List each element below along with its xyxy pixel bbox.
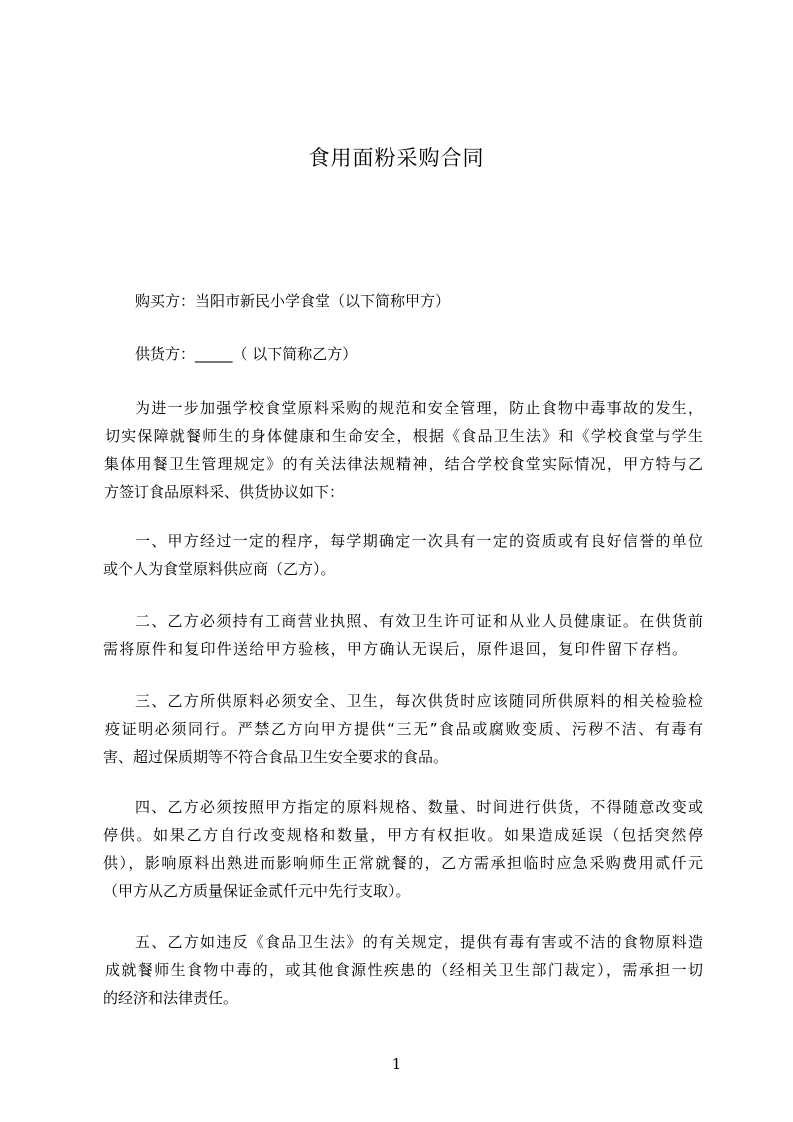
intro-line: 方签订食品原料采、供货协议如下：	[104, 483, 345, 501]
clause-line: 三、乙方所供原料必须安全、卫生，每次供货时应该随同所供原料的相关检验检	[135, 692, 703, 710]
intro-line: 切实保障就餐师生的身体健康和生命安全，根据《食品卫生法》和《学校食堂与学生	[105, 427, 703, 445]
page-number: 1	[391, 1055, 402, 1073]
clause-line: 停供。如果乙方自行改变规格和数量，甲方有权拒收。如果造成延误（包括突然停	[103, 826, 703, 844]
clause-line: 需将原件和复印件送给甲方验核，甲方确认无误后，原件退回，复印件留下存档。	[103, 640, 687, 658]
clause-line: 一、甲方经过一定的程序，每学期确定一次具有一定的资质或有良好信誉的单位	[135, 532, 703, 550]
clause-line: （甲方从乙方质量保证金贰仟元中先行支取）。	[103, 882, 411, 900]
intro-line: 集体用餐卫生管理规定》的有关法律法规精神，结合学校食堂实际情况，甲方特与乙	[104, 455, 703, 473]
clause-line: 或个人为食堂原料供应商（乙方）。	[103, 560, 336, 578]
clause-line: 五、乙方如违反《食品卫生法》的有关规定，提供有毒有害或不洁的食物原料造	[135, 933, 703, 951]
clause-line: 成就餐师生食物中毒的，或其他食源性疾患的（经相关卫生部门裁定），需承担一切	[105, 961, 703, 979]
clause-line: 疫证明必须同行。严禁乙方向甲方提供“三无”食品或腐败变质、污秽不洁、有毒有	[105, 720, 703, 738]
clause-line: 供），影响原料出熟进而影响师生正常就餐的，乙方需承担临时应急采购费用贰仟元	[103, 854, 703, 872]
supplier-line: 供货方：_____（ 以下简称乙方）	[135, 345, 358, 363]
intro-line: 为进一步加强学校食堂原料采购的规范和安全管理，防止食物中毒事故的发生，	[135, 399, 703, 417]
document-title: 食用面粉采购合同	[308, 146, 485, 170]
clause-line: 害、超过保质期等不符合食品卫生安全要求的食品。	[103, 748, 449, 766]
clause-line: 的经济和法律责任。	[103, 989, 239, 1007]
buyer-line: 购买方：当阳市新民小学食堂（以下简称甲方）	[135, 292, 451, 310]
clause-line: 二、乙方必须持有工商营业执照、有效卫生许可证和从业人员健康证。在供货前	[135, 612, 703, 630]
clause-line: 四、乙方必须按照甲方指定的原料规格、数量、时间进行供货，不得随意改变或	[135, 798, 703, 816]
